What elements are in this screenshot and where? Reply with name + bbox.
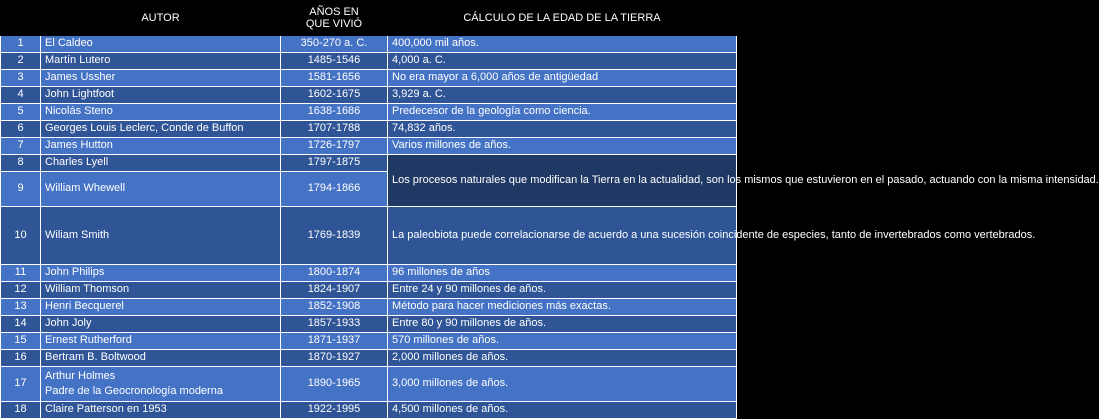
header-calculo: CÁLCULO DE LA EDAD DE LA TIERRA (388, 1, 737, 36)
table-row (1, 87, 737, 104)
row-calculo: 96 millones de años (388, 265, 737, 282)
table-row (1, 350, 737, 367)
row-years: 1485-1546 (281, 53, 388, 70)
row-years: 1726-1797 (281, 138, 388, 155)
table-row (1, 121, 737, 138)
row-autor: John Joly (41, 316, 281, 333)
row-calculo: Varios millones de años. (388, 138, 737, 155)
row-years: 350-270 a. C. (281, 36, 388, 53)
row-years: 1922-1995 (281, 402, 388, 419)
table-row (1, 138, 737, 155)
row-calculo: 74,832 años. (388, 121, 737, 138)
table-row (1, 104, 737, 121)
row-calculo: Entre 80 y 90 millones de años. (388, 316, 737, 333)
row-calculo: 2,000 millones de años. (388, 350, 737, 367)
row-years: 1581-1656 (281, 70, 388, 87)
row-autor: James Ussher (41, 70, 281, 87)
row-number: 6 (1, 121, 41, 138)
row-number: 15 (1, 333, 41, 350)
table-row (1, 53, 737, 70)
table-row (1, 333, 737, 350)
row-years: 1707-1788 (281, 121, 388, 138)
row-years: 1890-1965 (281, 367, 388, 402)
row-autor: Martín Lutero (41, 53, 281, 70)
row-autor-cell (41, 367, 281, 402)
row-years: 1871-1937 (281, 333, 388, 350)
row-number: 17 (1, 367, 41, 402)
table-row (1, 282, 737, 299)
row-number: 10 (1, 207, 41, 265)
row-number: 14 (1, 316, 41, 333)
row-autor: Bertram B. Boltwood (41, 350, 281, 367)
row-number: 12 (1, 282, 41, 299)
row-autor: Wiliam Smith (41, 207, 281, 265)
table-row (1, 299, 737, 316)
row-years: 1794-1866 (281, 172, 388, 207)
row-number: 9 (1, 172, 41, 207)
row-autor: Henri Becquerel (41, 299, 281, 316)
row-autor: William Whewell (41, 172, 281, 207)
row-autor: William Thomson (41, 282, 281, 299)
table-row (1, 155, 737, 172)
row-calculo: 3,929 a. C. (388, 87, 737, 104)
row-calculo: Los procesos naturales que modifican la Tierra en la actualidad, son los mismos que estuvieron en el pasado, actuando con la misma intensidad. (388, 155, 737, 207)
table-row (1, 402, 737, 419)
row-number: 13 (1, 299, 41, 316)
row-years: 1638-1686 (281, 104, 388, 121)
row-years: 1797-1875 (281, 155, 388, 172)
row-number: 11 (1, 265, 41, 282)
row-calculo: Método para hacer mediciones más exactas. (388, 299, 737, 316)
row-autor: Claire Patterson en 1953 (41, 402, 281, 419)
row-autor: Ernest Rutherford (41, 333, 281, 350)
row-number: 3 (1, 70, 41, 87)
table-row (1, 207, 737, 265)
header-autor: AUTOR (41, 1, 281, 36)
row-number: 7 (1, 138, 41, 155)
row-years: 1769-1839 (281, 207, 388, 265)
row-years: 1857-1933 (281, 316, 388, 333)
table-header-row (1, 1, 737, 36)
header-num (1, 1, 41, 36)
row-calculo: 4,500 millones de años. (388, 402, 737, 419)
row-autor: El Caldeo (41, 36, 281, 53)
row-years: 1824-1907 (281, 282, 388, 299)
row-number: 16 (1, 350, 41, 367)
row-autor-subtitle: Padre de la Geocronología moderna (45, 385, 223, 397)
row-calculo: 4,000 a. C. (388, 53, 737, 70)
row-autor: James Hutton (41, 138, 281, 155)
table-row (1, 316, 737, 333)
row-autor: John Philips (41, 265, 281, 282)
row-autor: Charles Lyell (41, 155, 281, 172)
row-calculo: Entre 24 y 90 millones de años. (388, 282, 737, 299)
row-number: 1 (1, 36, 41, 53)
table-row (1, 70, 737, 87)
row-number: 18 (1, 402, 41, 419)
row-number: 4 (1, 87, 41, 104)
row-calculo: Predecesor de la geología como ciencia. (388, 104, 737, 121)
row-number: 8 (1, 155, 41, 172)
row-calculo: La paleobiota puede correlacionarse de acuerdo a una sucesión coincidente de especies, tanto de invertebrados como vertebrados. (388, 207, 737, 265)
row-calculo: 400,000 mil años. (388, 36, 737, 53)
table-row (1, 367, 737, 402)
row-calculo: No era mayor a 6,000 años de antigüedad (388, 70, 737, 87)
row-number: 2 (1, 53, 41, 70)
row-years: 1800-1874 (281, 265, 388, 282)
row-years: 1870-1927 (281, 350, 388, 367)
row-calculo: 570 millones de años. (388, 333, 737, 350)
header-anos: AÑOS EN QUE VIVIÓ (281, 1, 388, 36)
table-row (1, 36, 737, 53)
row-autor: Nicolás Steno (41, 104, 281, 121)
row-autor: Arthur Holmes (45, 370, 116, 382)
table-row (1, 265, 737, 282)
row-calculo: 3,000 millones de años. (388, 367, 737, 402)
row-autor: Georges Louis Leclerc, Conde de Buffon (41, 121, 281, 138)
row-years: 1602-1675 (281, 87, 388, 104)
row-autor: John Lightfoot (41, 87, 281, 104)
row-number: 5 (1, 104, 41, 121)
row-years: 1852-1908 (281, 299, 388, 316)
